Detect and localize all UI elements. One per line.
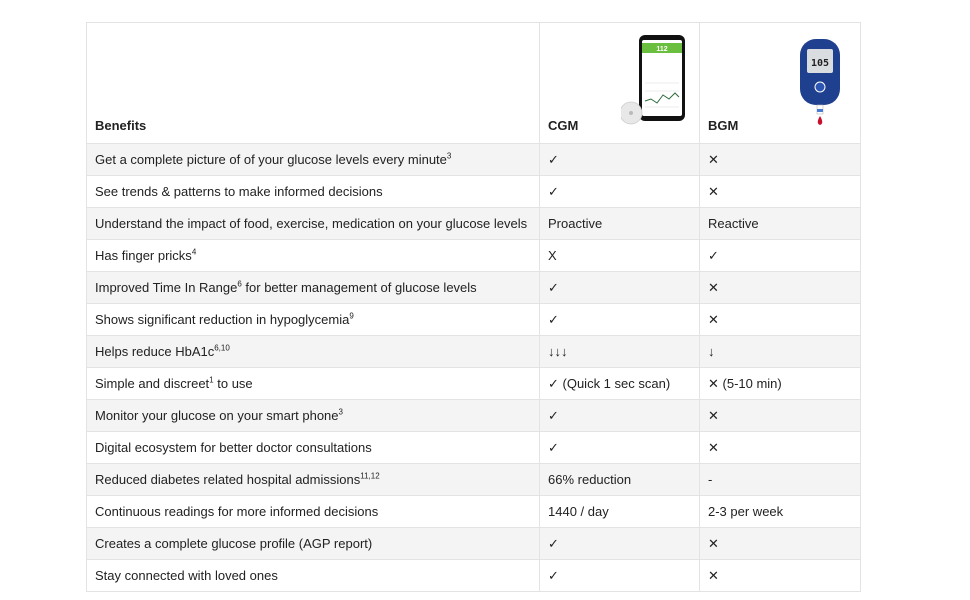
benefit-cell: [87, 560, 540, 592]
cgm-cell: ✓: [540, 176, 700, 208]
footnote-ref: 1: [209, 375, 214, 385]
benefit-cell: [87, 208, 540, 240]
table-row: [87, 208, 861, 240]
bgm-cell: ✕: [700, 176, 861, 208]
cgm-cell: ✓: [540, 400, 700, 432]
benefit-text: Helps reduce HbA1c: [95, 344, 215, 359]
benefit-cell: [87, 304, 540, 336]
benefit-text: Continuous readings for more informed decisions: [95, 504, 379, 519]
benefit-cell: [87, 528, 540, 560]
benefit-cell: [87, 368, 540, 400]
header-bgm: [700, 23, 861, 144]
benefit-cell: [87, 144, 540, 176]
benefit-cell: [87, 336, 540, 368]
benefit-cell: [87, 400, 540, 432]
table-row: [87, 304, 861, 336]
footnote-ref: 6: [237, 279, 242, 289]
bgm-cell: ✕: [700, 400, 861, 432]
table-row: [87, 336, 861, 368]
benefit-text-tail: for better management of glucose levels: [241, 280, 477, 295]
benefit-text: Get a complete picture of of your glucose levels every minute: [95, 152, 447, 167]
table-header-row: [87, 23, 861, 144]
table-row: [87, 464, 861, 496]
table-row: [87, 240, 861, 272]
bgm-cell: ✕: [700, 560, 861, 592]
cgm-cell: 1440 / day: [540, 496, 700, 528]
cgm-cell: ✓: [540, 560, 700, 592]
table-row: [87, 368, 861, 400]
bgm-cell: 2-3 per week: [700, 496, 861, 528]
table-row: [87, 176, 861, 208]
table-row: [87, 496, 861, 528]
bgm-cell: ✕: [700, 144, 861, 176]
benefit-text: Stay connected with loved ones: [95, 568, 278, 583]
benefit-cell: [87, 432, 540, 464]
table-row: [87, 528, 861, 560]
cgm-cell: ✓: [540, 144, 700, 176]
benefit-text: Understand the impact of food, exercise, medication on your glucose levels: [95, 216, 528, 231]
header-bgm-label: BGM: [708, 118, 739, 133]
benefit-cell: [87, 496, 540, 528]
bgm-meter-reading: 105: [810, 58, 830, 69]
benefit-text: Has finger pricks: [95, 248, 192, 263]
bgm-cell: -: [700, 464, 861, 496]
benefit-text: Shows significant reduction in hypoglycemia: [95, 312, 350, 327]
benefit-cell: [87, 272, 540, 304]
cgm-cell: ✓: [540, 432, 700, 464]
cgm-cell: ✓ (Quick 1 sec scan): [540, 368, 700, 400]
footnote-ref: 3: [338, 407, 343, 417]
footnote-ref: 3: [446, 151, 452, 161]
benefit-cell: [87, 176, 540, 208]
cgm-cell: Proactive: [540, 208, 700, 240]
benefit-text: Reduced diabetes related hospital admissions: [95, 472, 361, 487]
benefit-text: Creates a complete glucose profile (AGP report): [95, 536, 373, 551]
cgm-cell: 66% reduction: [540, 464, 700, 496]
benefit-text: See trends & patterns to make informed decisions: [95, 184, 383, 199]
bgm-cell: ✕: [700, 432, 861, 464]
benefit-cell: [87, 464, 540, 496]
bgm-cell: ✕: [700, 528, 861, 560]
benefit-text: Monitor your glucose on your smart phone: [95, 408, 339, 423]
benefit-cell: [87, 240, 540, 272]
comparison-table-container: [86, 22, 860, 592]
bgm-cell: ✓: [700, 240, 861, 272]
footnote-ref: 9: [349, 311, 354, 321]
footnote-ref: 11,12: [360, 471, 380, 481]
bgm-cell: ✕: [700, 304, 861, 336]
benefit-text: Simple and discreet: [95, 376, 210, 391]
comparison-table: [86, 22, 861, 592]
bgm-meter-image: [796, 37, 844, 127]
bgm-cell: Reactive: [700, 208, 861, 240]
cgm-cell: ✓: [540, 272, 700, 304]
bgm-cell: ↓: [700, 336, 861, 368]
footnote-ref: 4: [191, 247, 197, 257]
footnote-ref: 6,10: [214, 343, 230, 353]
cgm-cell: ↓↓↓: [540, 336, 700, 368]
header-cgm: [540, 23, 700, 144]
cgm-cell: ✓: [540, 304, 700, 336]
table-row: [87, 272, 861, 304]
header-cgm-label: CGM: [548, 118, 579, 133]
cgm-cell: X: [540, 240, 700, 272]
benefit-text: Improved Time In Range: [95, 280, 238, 295]
benefit-text: Digital ecosystem for better doctor consultations: [95, 440, 372, 455]
header-benefits-label: Benefits: [95, 118, 147, 133]
table-row: [87, 432, 861, 464]
header-benefits: [87, 23, 540, 144]
table-row: [87, 560, 861, 592]
table-row: [87, 144, 861, 176]
benefit-text-tail: to use: [213, 376, 253, 391]
cgm-phone-reading: 112: [656, 46, 668, 53]
bgm-cell: ✕: [700, 272, 861, 304]
bgm-cell: ✕ (5-10 min): [700, 368, 861, 400]
table-row: [87, 400, 861, 432]
cgm-phone-sensor-image: [621, 33, 691, 125]
cgm-cell: ✓: [540, 528, 700, 560]
